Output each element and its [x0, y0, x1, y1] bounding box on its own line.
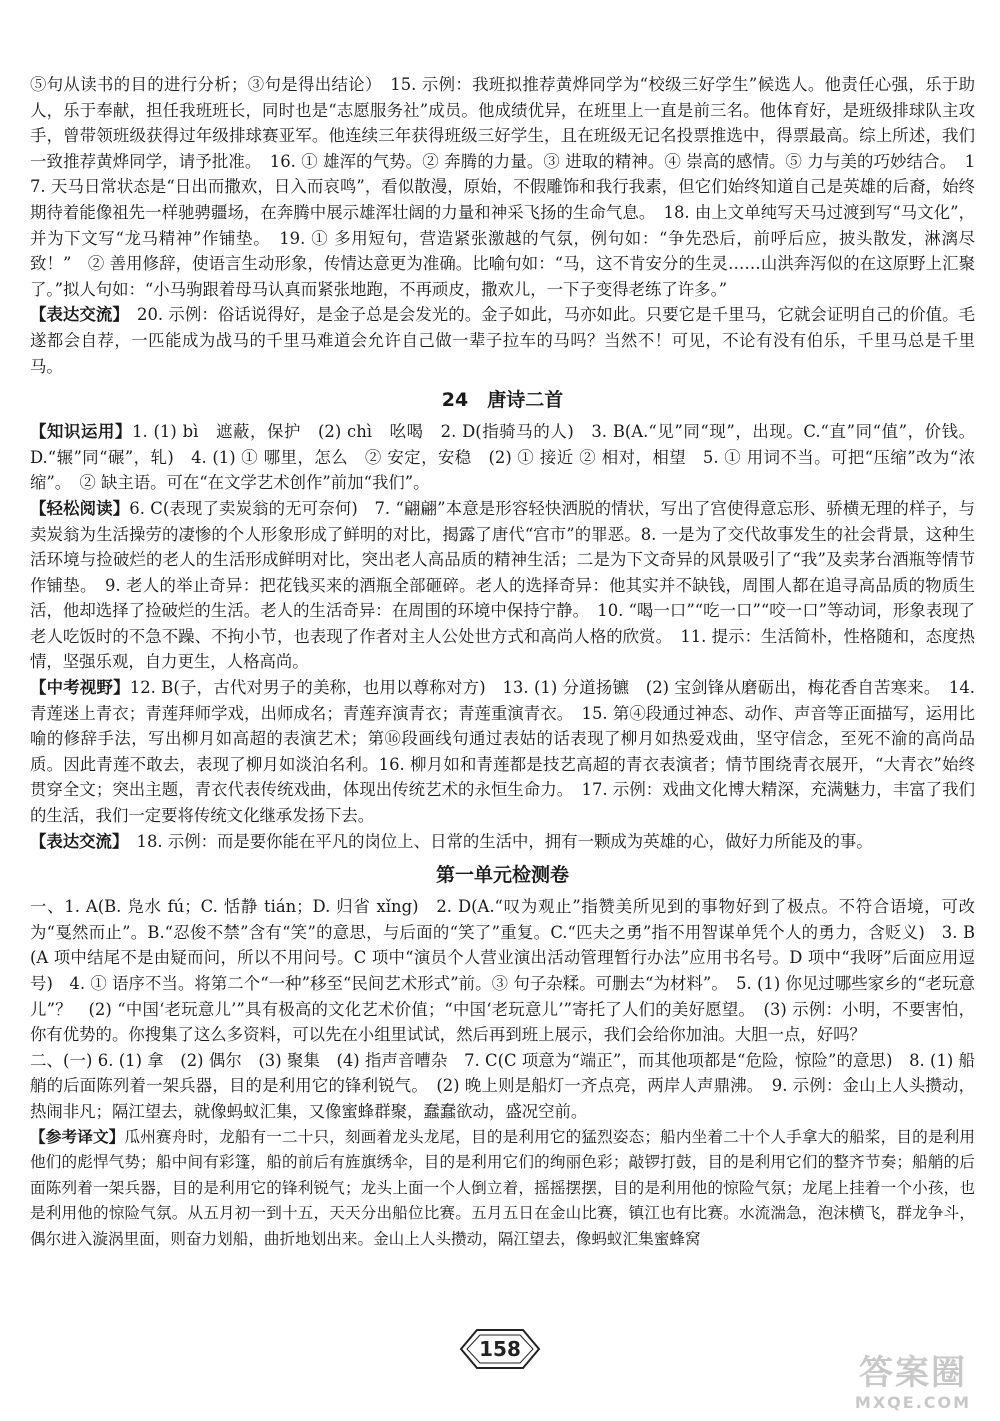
- section-tag-reading: 【轻松阅读】: [30, 498, 130, 518]
- knowledge-answer-text: 1. (1) bì 遮蔽，保护 (2) chì 吆喝 2. D(指骑马的人) 3. B(A.“见”同“现”，出现。C.“直”同“值”，价钱。D.“辗”同“碾”，轧) 4. (1) ① 哪里，怎么 ② 安定，安稳 (2) ① 接近 ② 相对，相望 5. ① 用词不当。可把“压缩”改为“浓缩”。 ② 缺主语。可在“在文学艺术创作”前加“我们”。: [30, 422, 975, 493]
- watermark-logo: [838, 1352, 988, 1416]
- page-number-badge: [457, 1326, 543, 1372]
- expression-answer-text-2: 18. 示例：而是要你能在平凡的岗位上、日常的生活中，拥有一颗成为英雄的心，做好力所能及的事。: [120, 831, 873, 851]
- watermark-title: 答案圈: [859, 1353, 967, 1393]
- answer-page: [30, 72, 975, 1253]
- paragraph-exam-view: [30, 675, 975, 829]
- section-tag-knowledge: 【知识运用】: [30, 422, 133, 442]
- lesson-title-24: 24 唐诗二首: [441, 389, 564, 412]
- section-tag-translation: 【参考译文】: [30, 1127, 125, 1146]
- paragraph-reading: [30, 496, 975, 675]
- translation-text: 瓜州赛舟时，龙船有一二十只，刻画着龙头龙尾，目的是利用它的猛烈姿态；船内坐着二十个人手拿大的船桨，目的是利用他们的彪悍气势；船中间有彩篷，船的前后有旌旗绣伞，目的是利用它们的绚丽色彩；敲锣打鼓，目的是利用它们的整齐节奏；船艄的后面陈列着一架兵器，目的是利用它的锋利锐气；龙头上面一个人倒立着，摇摇摆摆，目的是利用他的惊险气氛；龙尾上挂着一个小孩，也是利用他的惊险气氛。从五月初一到十五，天天分出船位比赛。五月五日在金山比赛，镇江也有比赛。水流湍急，泡沫横飞，群龙争斗，偶尔进入漩涡里面，则奋力划船，曲折地划出来。金山上人头攒动，隔江望去，像蚂蚁汇集蜜蜂窝: [30, 1127, 975, 1248]
- paragraph-test-part-two: 二、(一) 6. (1) 拿 (2) 偶尔 (3) 聚集 (4) 指声音嘈杂 7. C(C 项意为“端正”，而其他项都是“危险，惊险”的意思) 8. (1) 船艄的后面陈列着一架兵器，目的是利用它的锋利锐气。 (2) 晚上则是船灯一齐点亮，两岸人声鼎沸。 9. 示例：金山上人头攒动，热闹非凡；隔江望去，就像蚂蚁汇集，又像蜜蜂群聚，蠢蠢欲动，盛况空前。: [30, 1050, 975, 1121]
- expression-answer-text: 20. 示例：俗话说得好，是金子总是会发光的。金子如此，马亦如此。只要它是千里马，它就会证明自己的价值。毛遂都会自荐，一匹能成为战马的千里马难道会允许自己做一辈子拉车的马吗？当然不！可见，不论有没有伯乐，千里马总是千里马。: [30, 305, 975, 376]
- paragraph-expression-20: [30, 302, 975, 379]
- paragraph-unit-answers-part1: ⑤句从读书的目的进行分析；③句是得出结论） 15. 示例：我班拟推荐黄烨同学为“校级三好学生”候选人。他责任心强，乐于助人，乐于奉献，担任我班班长，同时也是“志愿服务社”成员。他成绩优异，在班里上一直是前三名。他体育好，是班级排球队主攻手，曾带领班级获得过年级排球赛亚军。他连续三年获得班级三好学生，且在班级无记名投票推选中，得票最高。综上所述，我们一致推荐黄烨同学，请予批准。 16. ① 雄浑的气势。② 奔腾的力量。③ 进取的精神。④ 崇高的感情。⑤ 力与美的巧妙结合。 17. 天马日常状态是“日出而撒欢，日入而哀鸣”，看似散漫，原始，不假雕饰和我行我素，但它们始终知道自己是英雄的后裔，始终期待着能像祖先一样驰骋疆场，在奔腾中展示雄浑壮阔的力量和神采飞扬的生命气息。 18. 由上文单纯写天马过渡到写“马文化”，并为下文写“龙马精神”作铺垫。 19. ① 多用短句，营造紧张激越的气氛，例句如：“争先恐后，前呼后应，披头散发，淋漓尽致！” ② 善用修辞，使语言生动形象，传情达意更为准确。比喻句如：“马，这不肯安分的生灵……山洪奔泻似的在这原野上汇聚了。”拟人句如：“小马驹跟着母马认真而紧张地跑，不再顽皮，撒欢儿，一下子变得老练了许多。”: [30, 75, 975, 299]
- paragraph-reference-translation: [30, 1125, 975, 1253]
- page-number: 158: [479, 1337, 521, 1361]
- section-tag-exam-view: 【中考视野】: [30, 678, 130, 698]
- section-tag-expression-2: 【表达交流】: [30, 831, 121, 851]
- paragraph-expression-18: [30, 829, 975, 855]
- watermark-url: MXQE.COM: [854, 1393, 972, 1412]
- reading-answer-text: 6. C(表现了卖炭翁的无可奈何) 7. “翩翩”本意是形容轻快洒脱的情状，写出了宫使得意忘形、骄横无理的样子，与卖炭翁为生活操劳的凄惨的个人形象形成了鲜明的对比，揭露了唐代“宫市”的罪恶。8. 一是为了交代故事发生的社会背景，这种生活环境与捡破烂的老人的生活形成鲜明对比，突出老人高品质的精神生活；二是为下文奇异的风景吸引了“我”及卖茅台酒瓶等情节作铺垫。 9. 老人的举止奇异：把花钱买来的酒瓶全部砸碎。老人的选择奇异：他其实并不缺钱，周围人都在追寻高品质的物质生活，他却选择了捡破烂的生活。老人的生活奇异：在周围的环境中保持宁静。 10. “喝一口”“吃一口”“咬一口”等动词，形象表现了老人吃饭时的不急不躁、不拘小节，也表现了作者对主人公处世方式和高尚人格的欣赏。 11. 提示：生活简朴，性格随和，态度热情，坚强乐观，自力更生，人格高尚。: [30, 498, 975, 672]
- paragraph-test-part-one: 一、1. A(B. 凫水 fú；C. 恬静 tián；D. 归省 xǐng) 2. D(A.“叹为观止”指赞美所见到的事物好到了极点。不符合语境，可改为“戛然而止”。B.“忍俊不禁”含有“笑”的意思，与后面的“笑了”重复。C.“匹夫之勇”指不用智谋单凭个人的勇力，含贬义) 3. B(A 项中结尾不是由疑而问，所以不用问号。C 项中“演员个人营业演出活动管理暂行办法”应用书名号。D 项中“我呀”后面应用逗号) 4. ① 语序不当。将第二个“一种”移至“民间艺术形式”前。③ 句子杂糅。可删去“为材料”。 5. (1) 你见过哪些家乡的“老玩意儿”？ (2) “中国‘老玩意儿’”具有极高的文化艺术价值；“中国‘老玩意儿’”寄托了人们的美好愿望。 (3) 示例：小明，不要害怕，你有优势的。你搜集了这么多资料，可以先在小组里试试，然后再到班上展示，我们会给你加油。大胆一点，好吗？: [30, 897, 975, 1045]
- exam-view-answer-text: 12. B(子，古代对男子的美称，也用以尊称对方) 13. (1) 分道扬镳 (2) 宝剑锋从磨砺出，梅花香自苦寒来。 14. 青莲迷上青衣；青莲拜师学戏，出师成名；青莲弃演青衣；青莲重演青衣。 15. 第④段通过神态、动作、声音等正面描写，运用比喻的修辞手法，写出柳月如高超的表演艺术；第⑯段画线句通过表姑的话表现了柳月如热爱戏曲，坚守信念，至死不渝的高尚品质。因此青莲不敢去，表现了柳月如淡泊名利。16. 柳月如和青莲都是技艺高超的青衣表演者；情节围绕青衣展开，“大青衣”始终贯穿全文；突出主题，青衣代表传统戏曲，体现出传统艺术的永恒生命力。 17. 示例：戏曲文化博大精深，充满魅力，丰富了我们的生活，我们一定要将传统文化继承发扬下去。: [30, 678, 976, 826]
- section-tag-expression: 【表达交流】: [30, 305, 121, 325]
- paragraph-knowledge: [30, 419, 975, 496]
- unit-test-title: 第一单元检测卷: [435, 864, 569, 887]
